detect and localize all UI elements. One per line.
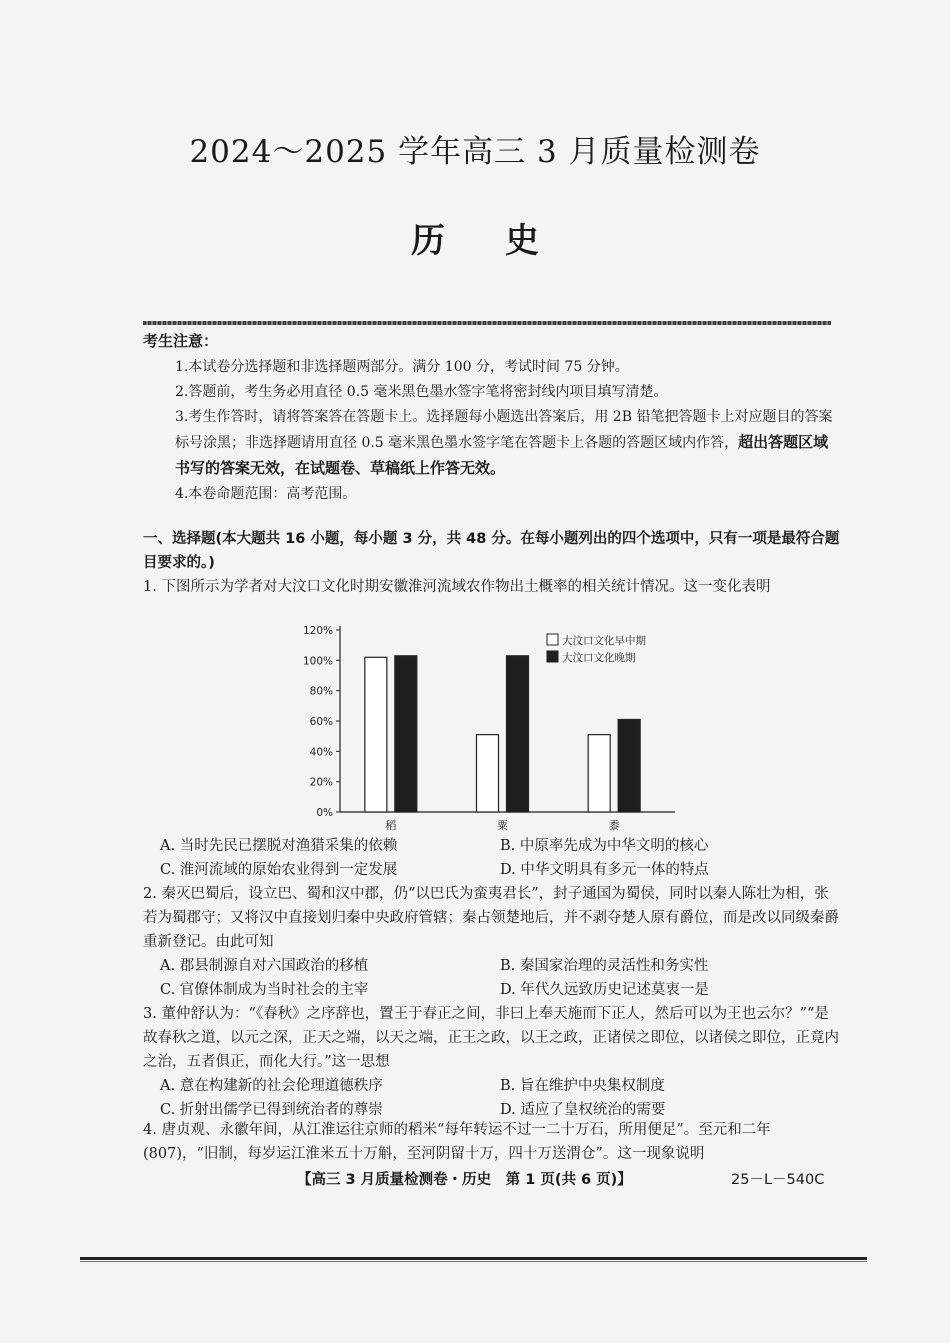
option-a[interactable]: A. 当时先民已摆脱对渔猎采集的依赖: [160, 838, 398, 854]
footer-page-info: 【高三 3 月质量检测卷・历史 第 1 页(共 6 页)】: [297, 1172, 632, 1188]
subject-title: 历史: [411, 221, 599, 261]
notice-item: [143, 355, 843, 380]
section-heading: 一、选择题(本大题共 16 小题，每小题 3 分，共 48 分。在每小题列出的四个选项中，只有一项是最符合题目要求的。): [143, 531, 840, 571]
legend-label: 大汶口文化晚期: [562, 652, 636, 664]
notice-item: [143, 380, 843, 405]
option-a[interactable]: A. 郡县制源自对六国政治的移植: [160, 958, 369, 974]
notice-num: 4.: [175, 486, 189, 502]
notice-num: 2.: [175, 384, 189, 400]
notice-item: [143, 405, 843, 482]
option-c[interactable]: C. 折射出儒学已得到统治者的尊崇: [160, 1102, 383, 1118]
bar: [588, 735, 610, 812]
y-tick-label: 100%: [302, 655, 333, 668]
bar: [395, 656, 417, 812]
question-1-options: [160, 834, 840, 882]
option-d[interactable]: D. 年代久远致历史记述莫衷一是: [500, 982, 709, 998]
notice-text: 本试卷分选择题和非选择题两部分。满分 100 分，考试时间 75 分钟。: [188, 359, 629, 375]
y-tick-label: 120%: [302, 625, 333, 637]
notice-text: 本卷命题范围：高考范围。: [188, 486, 357, 502]
page-title: 2024～2025 学年高三 3 月质量检测卷: [189, 134, 761, 170]
y-tick-label: 60%: [309, 716, 333, 728]
option-c[interactable]: C. 淮河流域的原始农业得到一定发展: [160, 862, 398, 878]
option-d[interactable]: D. 适应了皇权统治的需要: [500, 1102, 666, 1118]
notice-emphasis: 超出答题区域书写的答案无效，在试题卷、草稿纸上作答无效。: [175, 433, 829, 477]
bar-chart: [290, 618, 690, 840]
notice-item: [143, 482, 843, 507]
option-b[interactable]: B. 中原率先成为中华文明的核心: [500, 838, 709, 854]
question-2-options: [160, 954, 840, 1002]
notice-num: 3.: [175, 409, 189, 425]
bar: [365, 657, 387, 812]
legend-swatch: [547, 634, 558, 645]
option-d[interactable]: D. 中华文明具有多元一体的特点: [500, 862, 709, 878]
bar: [477, 735, 499, 812]
legend-swatch: [547, 651, 558, 662]
bar: [507, 656, 529, 812]
notice-text: 考生作答时，请将答案答在答题卡上。选择题每小题选出答案后，用 2B 铅笔把答题卡上对应题目的答案标号涂黑；非选择题请用直径 0.5 毫米黑色墨水签字笔在答题卡上各题的答题区域内作答，: [175, 409, 833, 451]
option-a[interactable]: A. 意在构建新的社会伦理道德秩序: [160, 1078, 383, 1094]
option-b[interactable]: B. 秦国家治理的灵活性和务实性: [500, 958, 709, 974]
bottom-rule-thin: [80, 1261, 867, 1262]
legend-label: 大汶口文化早中期: [562, 635, 646, 647]
question-4-stem: 4. 唐贞观、永徽年间，从江淮运往京师的稻米“每年转运不过一二十万石，所用便足”。至元和二年(807)，“旧制，每岁运江淮米五十万斛，至河阴留十万，四十万送渭仓”。这一现象说明: [143, 1122, 771, 1162]
notice-block: [143, 330, 843, 507]
bar: [618, 719, 640, 812]
notice-text: 答题前，考生务必用直径 0.5 毫米黑色墨水签字笔将密封线内项目填写清楚。: [188, 384, 668, 400]
y-tick-label: 20%: [309, 776, 333, 789]
question-2-stem: 2. 秦灭巴蜀后，设立巴、蜀和汉中郡，仍“以巴氏为蛮夷君长”，封子通国为蜀侯，同时以秦人陈壮为相，张若为蜀郡守；又将汉中直接划归秦中央政府管辖；秦占领楚地后，并不剥夺楚人原有爵位，而是改以同级秦爵重新登记。由此可知: [143, 886, 839, 950]
notice-num: 1.: [175, 359, 189, 375]
x-tick-label: 粟: [497, 819, 508, 832]
x-tick-label: 黍: [608, 819, 620, 832]
question-3-stem: 3. 董仲舒认为：“《春秋》之序辞也，置王于春正之间，非曰上奉天施而下正人，然后可以为王也云尔？”“是故春秋之道，以元之深，正天之端，以天之端，正王之政，以王之政，正诸侯之即位，以诸侯之即位，正竟内之治，五者俱正，而化大行。”这一思想: [143, 1006, 839, 1070]
x-tick-label: 稻: [385, 819, 397, 832]
bottom-rule: [80, 1257, 867, 1260]
notice-heading: 考生注意：: [143, 332, 219, 350]
header-rule: [143, 321, 831, 325]
y-tick-label: 80%: [309, 685, 333, 698]
option-b[interactable]: B. 旨在维护中央集权制度: [500, 1078, 665, 1094]
option-c[interactable]: C. 官僚体制成为当时社会的主宰: [160, 982, 369, 998]
y-tick-label: 0%: [316, 807, 333, 819]
question-3-options: [160, 1074, 840, 1122]
footer-code: 25－L－540C: [731, 1172, 825, 1188]
question-1-stem: 1. 下图所示为学者对大汶口文化时期安徽淮河流域农作物出土概率的相关统计情况。这一变化表明: [143, 579, 771, 595]
y-tick-label: 40%: [309, 746, 333, 759]
